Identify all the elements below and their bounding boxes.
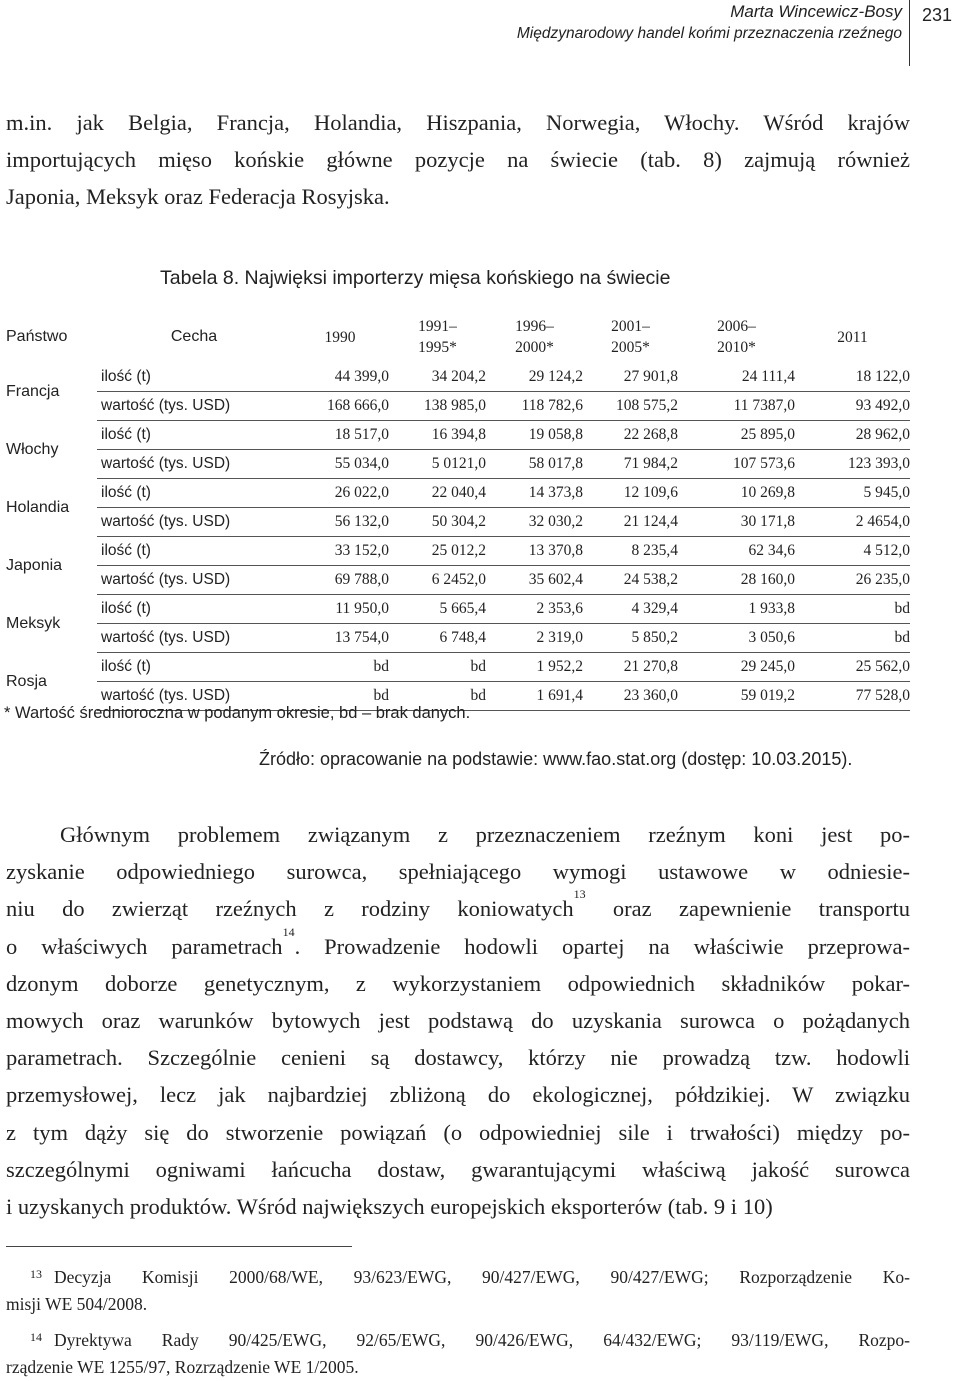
value-cell: 93 492,0 (795, 392, 910, 421)
body-text: Głównym problemem związanym z przeznaczeniem rzeźnym koni jest po- (60, 822, 910, 847)
footnote-13 (6, 1265, 910, 1317)
header-year (795, 311, 910, 363)
value-cell: 22 268,8 (583, 421, 678, 450)
value-cell: 28 962,0 (795, 421, 910, 450)
header-year-line1: 2006– (717, 318, 756, 335)
feature-cell: wartość (tys. USD) (97, 508, 291, 537)
value-cell: 58 017,8 (486, 450, 583, 479)
feature-cell: ilość (t) (97, 653, 291, 682)
value-cell: bd (291, 682, 389, 711)
value-cell: 59 019,2 (678, 682, 795, 711)
footnote-line (6, 1265, 910, 1292)
body-text: mowych oraz warunków bytowych jest podstawą do uzyskania surowca o pożądanych (6, 1008, 910, 1034)
value-cell: 6 2452,0 (389, 566, 486, 595)
importers-table (6, 311, 910, 711)
body-line (6, 965, 910, 1002)
value-cell: 29 124,2 (486, 363, 583, 392)
header-year (678, 311, 795, 363)
value-cell: 6 748,4 (389, 624, 486, 653)
value-cell: bd (795, 595, 910, 624)
value-cell: 29 245,0 (678, 653, 795, 682)
body-line (6, 1002, 910, 1039)
feature-cell: ilość (t) (97, 537, 291, 566)
header-year (389, 311, 486, 363)
table-source: Źródło: opracowanie na podstawie: www.fao.stat.org (dostęp: 10.03.2015). (259, 749, 853, 769)
value-cell: 5 665,4 (389, 595, 486, 624)
value-cell: 16 394,8 (389, 421, 486, 450)
footnote-ref: 14 (282, 924, 295, 939)
feature-cell: wartość (tys. USD) (97, 450, 291, 479)
value-cell: 4 329,4 (583, 595, 678, 624)
header-feature: Cecha (170, 328, 218, 345)
footnote-ref: 13 (573, 887, 586, 902)
body-line (6, 1114, 910, 1151)
body-line (6, 1188, 910, 1225)
table-row (6, 624, 910, 653)
footnote-text: Dyrektywa Rady 90/425/EWG, 92/65/EWG, 90/426/EWG, 64/432/EWG; 93/119/EWG, Rozpo- (54, 1330, 910, 1350)
table-row (6, 566, 910, 595)
intro-paragraph (6, 104, 910, 216)
value-cell: 5 850,2 (583, 624, 678, 653)
body-line (6, 1076, 910, 1113)
value-cell: 107 573,6 (678, 450, 795, 479)
value-cell: 3 050,6 (678, 624, 795, 653)
value-cell: 50 304,2 (389, 508, 486, 537)
country-cell: Rosja (6, 672, 47, 690)
feature-cell: ilość (t) (97, 363, 291, 392)
body-text: . Prowadzenie hodowli opartej na właściwie przeprowa- (294, 933, 911, 959)
table-row (6, 479, 910, 508)
table-caption: Tabela 8. Najwięksi importerzy mięsa końskiego na świecie (160, 267, 671, 289)
header-year-line1: 1991– (418, 318, 457, 335)
value-cell: 24 111,4 (678, 363, 795, 392)
running-header-author: Marta Wincewicz-Bosy (730, 2, 902, 21)
value-cell: 71 984,2 (583, 450, 678, 479)
value-cell: 11 950,0 (291, 595, 389, 624)
value-cell: 138 985,0 (389, 392, 486, 421)
value-cell: 19 058,8 (486, 421, 583, 450)
value-cell: 21 124,4 (583, 508, 678, 537)
header-year-line2: 2010* (717, 339, 756, 356)
table-row (6, 421, 910, 450)
body-text: szczególnymi ogniwami łańcucha dostaw, gwarantującymi właściwą jakość surowca (6, 1156, 910, 1182)
body-text: oraz zapewnienie transportu (585, 896, 910, 922)
body-text: i uzyskanych produktów. Wśród największych europejskich eksporterów (tab. 9 i 10) (6, 1194, 773, 1220)
value-cell: bd (389, 682, 486, 711)
country-cell: Francja (6, 382, 60, 400)
body-text: dzonym doborze genetycznym, z wykorzystaniem odpowiednich składników pokar- (6, 970, 910, 996)
value-cell: 18 517,0 (291, 421, 389, 450)
feature-cell: wartość (tys. USD) (97, 624, 291, 653)
header-year-line2: 1995* (418, 339, 457, 356)
header-year-line1: 2001– (611, 318, 650, 335)
body-text: z tym dąży się do stworzenie powiązań (o odpowiedniej sile i trwałości) między po- (6, 1119, 910, 1145)
value-cell: 1 933,8 (678, 595, 795, 624)
body-text: o właściwych parametrach (6, 933, 283, 959)
value-cell: 2 319,0 (486, 624, 583, 653)
feature-cell: wartość (tys. USD) (97, 682, 291, 711)
value-cell: 77 528,0 (795, 682, 910, 711)
value-cell: 12 109,6 (583, 479, 678, 508)
footnote-line (6, 1328, 910, 1355)
value-cell: 10 269,8 (678, 479, 795, 508)
body-text: zyskanie odpowiedniego surowca, spełniającego wymogi ustawowe w odniesie- (6, 859, 910, 885)
country-cell: Japonia (6, 556, 63, 574)
table-body (6, 363, 910, 711)
value-cell: bd (795, 624, 910, 653)
value-cell: 32 030,2 (486, 508, 583, 537)
value-cell: 168 666,0 (291, 392, 389, 421)
table-row (6, 508, 910, 537)
value-cell: bd (389, 653, 486, 682)
value-cell: 2 4654,0 (795, 508, 910, 537)
header-year-line2: 2005* (611, 339, 650, 356)
value-cell: 35 602,4 (486, 566, 583, 595)
table-row (6, 595, 910, 624)
value-cell: 26 235,0 (795, 566, 910, 595)
value-cell: 21 270,8 (583, 653, 678, 682)
table-row (6, 363, 910, 392)
value-cell: 55 034,0 (291, 450, 389, 479)
value-cell: 24 538,2 (583, 566, 678, 595)
value-cell: 23 360,0 (583, 682, 678, 711)
value-cell: 123 393,0 (795, 450, 910, 479)
footnote-number: 14 (30, 1330, 42, 1344)
value-cell: 56 132,0 (291, 508, 389, 537)
country-cell: Meksyk (6, 614, 61, 632)
table-row (6, 450, 910, 479)
footnote-line: rządzenie WE 1255/97, Rozrządzenie WE 1/2005. (6, 1357, 359, 1377)
table-header-row (6, 311, 910, 363)
table-row (6, 653, 910, 682)
intro-line: importujących mięso końskie główne pozycje na świecie (tab. 8) zajmują również (6, 147, 910, 173)
value-cell: 11 7387,0 (678, 392, 795, 421)
value-cell: 25 562,0 (795, 653, 910, 682)
value-cell: 69 788,0 (291, 566, 389, 595)
value-cell: 14 373,8 (486, 479, 583, 508)
page-number: 231 (922, 5, 953, 25)
feature-cell: wartość (tys. USD) (97, 566, 291, 595)
value-cell: 44 399,0 (291, 363, 389, 392)
body-text: parametrach. Szczególnie cenieni są dostawcy, którzy nie prowadzą tzw. hodowli (6, 1045, 910, 1071)
value-cell: 33 152,0 (291, 537, 389, 566)
value-cell: 25 895,0 (678, 421, 795, 450)
footnote-text: Decyzja Komisji 2000/68/WE, 93/623/EWG, 90/427/EWG, 90/427/EWG; Rozporządzenie Ko- (54, 1267, 910, 1287)
country-cell: Włochy (6, 440, 59, 458)
value-cell: 118 782,6 (486, 392, 583, 421)
body-line (6, 887, 910, 927)
value-cell: 4 512,0 (795, 537, 910, 566)
body-line (6, 1039, 910, 1076)
value-cell: 18 122,0 (795, 363, 910, 392)
country-cell: Holandia (6, 498, 70, 516)
footnote-divider (6, 1246, 352, 1247)
value-cell: 1 691,4 (486, 682, 583, 711)
body-line (6, 1151, 910, 1188)
header-year (486, 311, 583, 363)
value-cell: 25 012,2 (389, 537, 486, 566)
body-paragraph (6, 816, 910, 1225)
header-year (583, 311, 678, 363)
value-cell: 5 945,0 (795, 479, 910, 508)
header-year-line1: 2011 (837, 328, 868, 346)
table-note: * Wartość średnioroczna w podanym okresie, bd – brak danych. (4, 704, 471, 722)
header-country: Państwo (6, 328, 68, 345)
value-cell: 62 34,6 (678, 537, 795, 566)
value-cell: 22 040,4 (389, 479, 486, 508)
feature-cell: ilość (t) (97, 421, 291, 450)
footnote-number: 13 (30, 1267, 42, 1281)
intro-line: m.in. jak Belgia, Francja, Holandia, Hiszpania, Norwegia, Włochy. Wśród krajów (6, 110, 910, 135)
value-cell: bd (291, 653, 389, 682)
feature-cell: wartość (tys. USD) (97, 392, 291, 421)
body-line (6, 853, 910, 890)
header-divider (909, 0, 910, 66)
value-cell: 108 575,2 (583, 392, 678, 421)
footnote-line: misji WE 504/2008. (6, 1294, 148, 1314)
value-cell: 30 171,8 (678, 508, 795, 537)
body-line (6, 924, 911, 965)
body-text: niu do zwierząt rzeźnych z rodziny koniowatych (6, 896, 574, 922)
value-cell: 5 0121,0 (389, 450, 486, 479)
table-row (6, 392, 910, 421)
value-cell: 2 353,6 (486, 595, 583, 624)
value-cell: 28 160,0 (678, 566, 795, 595)
header-year-line1: 1990 (324, 328, 356, 346)
value-cell: 34 204,2 (389, 363, 486, 392)
body-line (6, 816, 910, 853)
value-cell: 13 370,8 (486, 537, 583, 566)
value-cell: 1 952,2 (486, 653, 583, 682)
value-cell: 26 022,0 (291, 479, 389, 508)
header-year-line2: 2000* (515, 339, 554, 356)
feature-cell: ilość (t) (97, 479, 291, 508)
value-cell: 13 754,0 (291, 624, 389, 653)
header-year-line1: 1996– (515, 318, 554, 335)
footnote-14 (6, 1328, 910, 1380)
body-text: przemysłowej, lecz jak najbardziej zbliżoną do ekologicznej, półdzikiej. W związku (6, 1082, 910, 1108)
header-year (291, 311, 389, 363)
intro-line: Japonia, Meksyk oraz Federacja Rosyjska. (6, 184, 390, 210)
value-cell: 8 235,4 (583, 537, 678, 566)
running-header-title: Międzynarodowy handel końmi przeznaczenia rzeźnego (516, 25, 902, 42)
feature-cell: ilość (t) (97, 595, 291, 624)
table-row (6, 537, 910, 566)
value-cell: 27 901,8 (583, 363, 678, 392)
